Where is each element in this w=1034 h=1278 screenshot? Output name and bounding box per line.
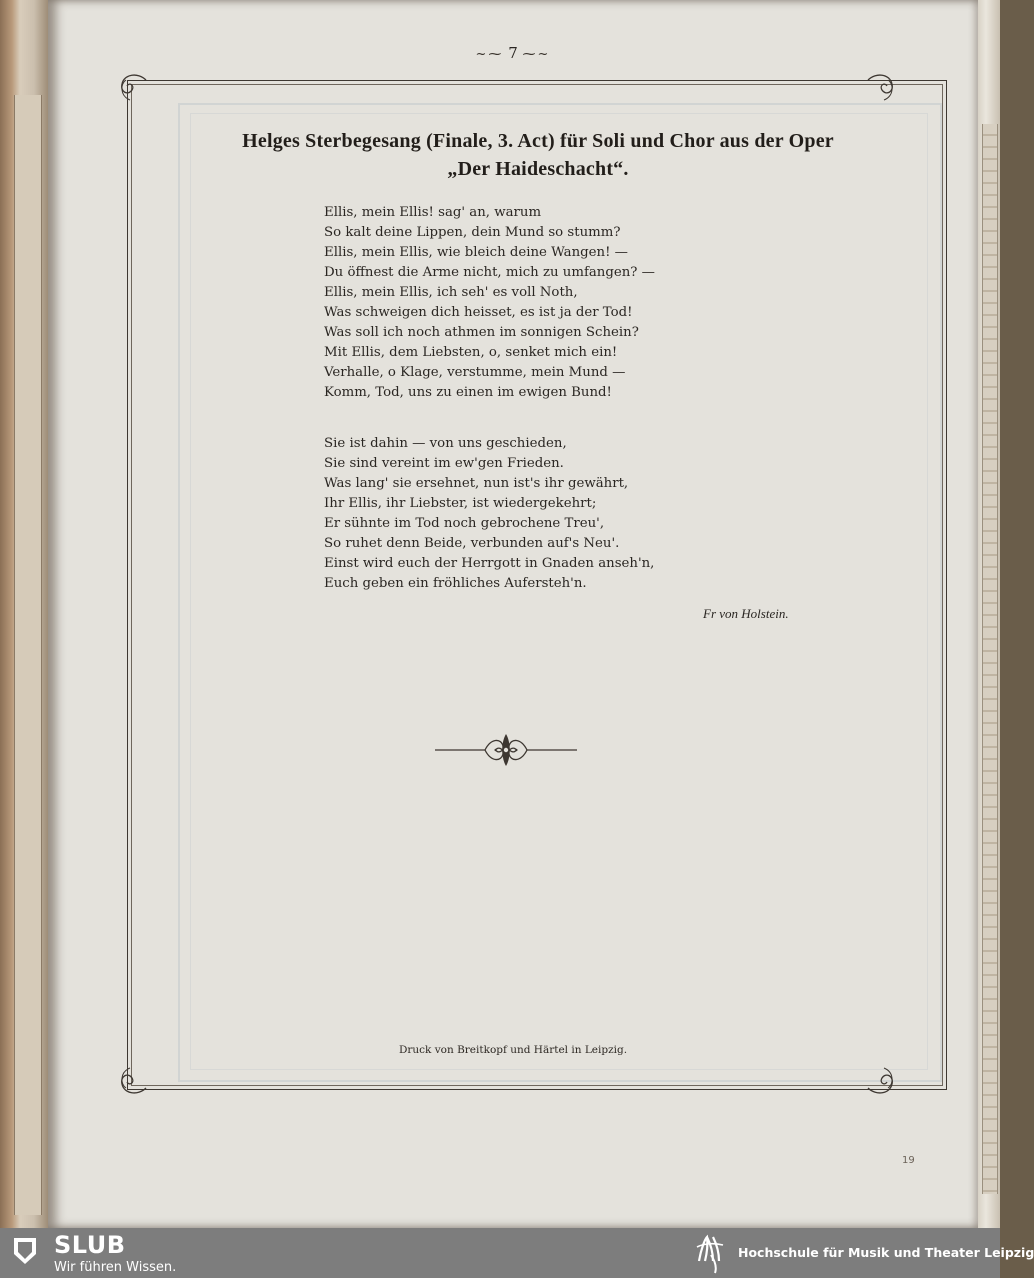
verse-line: Mit Ellis, dem Liebsten, o, senket mich ein! [324,345,618,360]
verse-line: So ruhet denn Beide, verbunden auf's Neu'. [324,536,620,551]
scanned-page [48,0,978,1228]
adjacent-page-strip [14,95,42,1215]
slub-logo-icon [12,1236,38,1266]
corner-ornament-bottom-right-icon [858,1064,898,1098]
verse-line: Sie sind vereint im ew'gen Frieden. [324,456,564,471]
verse-line: Ellis, mein Ellis, ich seh' es voll Noth, [324,285,578,300]
book-right-edge [978,0,1000,1228]
slub-wordmark: SLUB [54,1231,126,1259]
verse-line: Was lang' sie ersehnet, nun ist's ihr gewährt, [324,476,629,491]
verse-line: Sie ist dahin — von uns geschieden, [324,436,567,451]
corner-ornament-top-left-icon [116,70,156,104]
pencil-folio-mark: 19 [902,1155,915,1166]
verse-line: So kalt deine Lippen, dein Mund so stumm? [324,225,621,240]
verse-line: Ellis, mein Ellis! sag' an, warum [324,205,542,220]
verse-line: Er sühnte im Tod noch gebrochene Treu', [324,516,605,531]
title-line-2: „Der Haideschacht“. [447,158,629,180]
verse-line: Komm, Tod, uns zu einen im ewigen Bund! [324,385,612,400]
book-left-edge [0,0,48,1228]
verse-line: Einst wird euch der Herrgott in Gnaden anseh'n, [324,556,655,571]
verse-line: Du öffnest die Arme nicht, mich zu umfangen? — [324,265,655,280]
verse-line: Euch geben ein fröhliches Aufersteh'n. [324,576,587,591]
page-number-dash-left: ~⁓ [475,47,504,62]
verse-line: Ellis, mein Ellis, wie bleich deine Wangen! — [324,245,628,260]
verse-line: Ihr Ellis, ihr Liebster, ist wiedergekehrt; [324,496,597,511]
next-page-ornament-strip [982,124,998,1194]
verse-line: Verhalle, o Klage, verstumme, mein Mund — [324,365,626,380]
corner-ornament-bottom-left-icon [116,1064,156,1098]
hmt-leipzig-logo-icon [693,1231,729,1275]
stanza-1 [324,203,655,403]
printer-imprint: Druck von Breitkopf und Härtel in Leipzig. [398,1044,628,1056]
slub-tagline: Wir führen Wissen. [54,1260,177,1275]
title-line-1: Helges Sterbegesang (Finale, 3. Act) für Soli und Chor aus der Oper [242,130,834,152]
verse-line: Was schweigen dich heisset, es ist ja der Tod! [324,305,633,320]
corner-ornament-top-right-icon [858,70,898,104]
stanza-2 [324,434,654,594]
verse-line: Was soll ich noch athmen im sonnigen Schein? [324,325,639,340]
institution-name: Hochschule für Musik und Theater Leipzig [738,1245,1034,1260]
page-number-dash-right: ⁓~ [522,47,551,62]
author-signature: Fr von Holstein. [703,606,789,621]
page-number-value: 7 [508,44,518,62]
fleuron-divider-icon [433,728,579,772]
digitization-footer [0,1228,1034,1278]
page-number [48,44,978,62]
